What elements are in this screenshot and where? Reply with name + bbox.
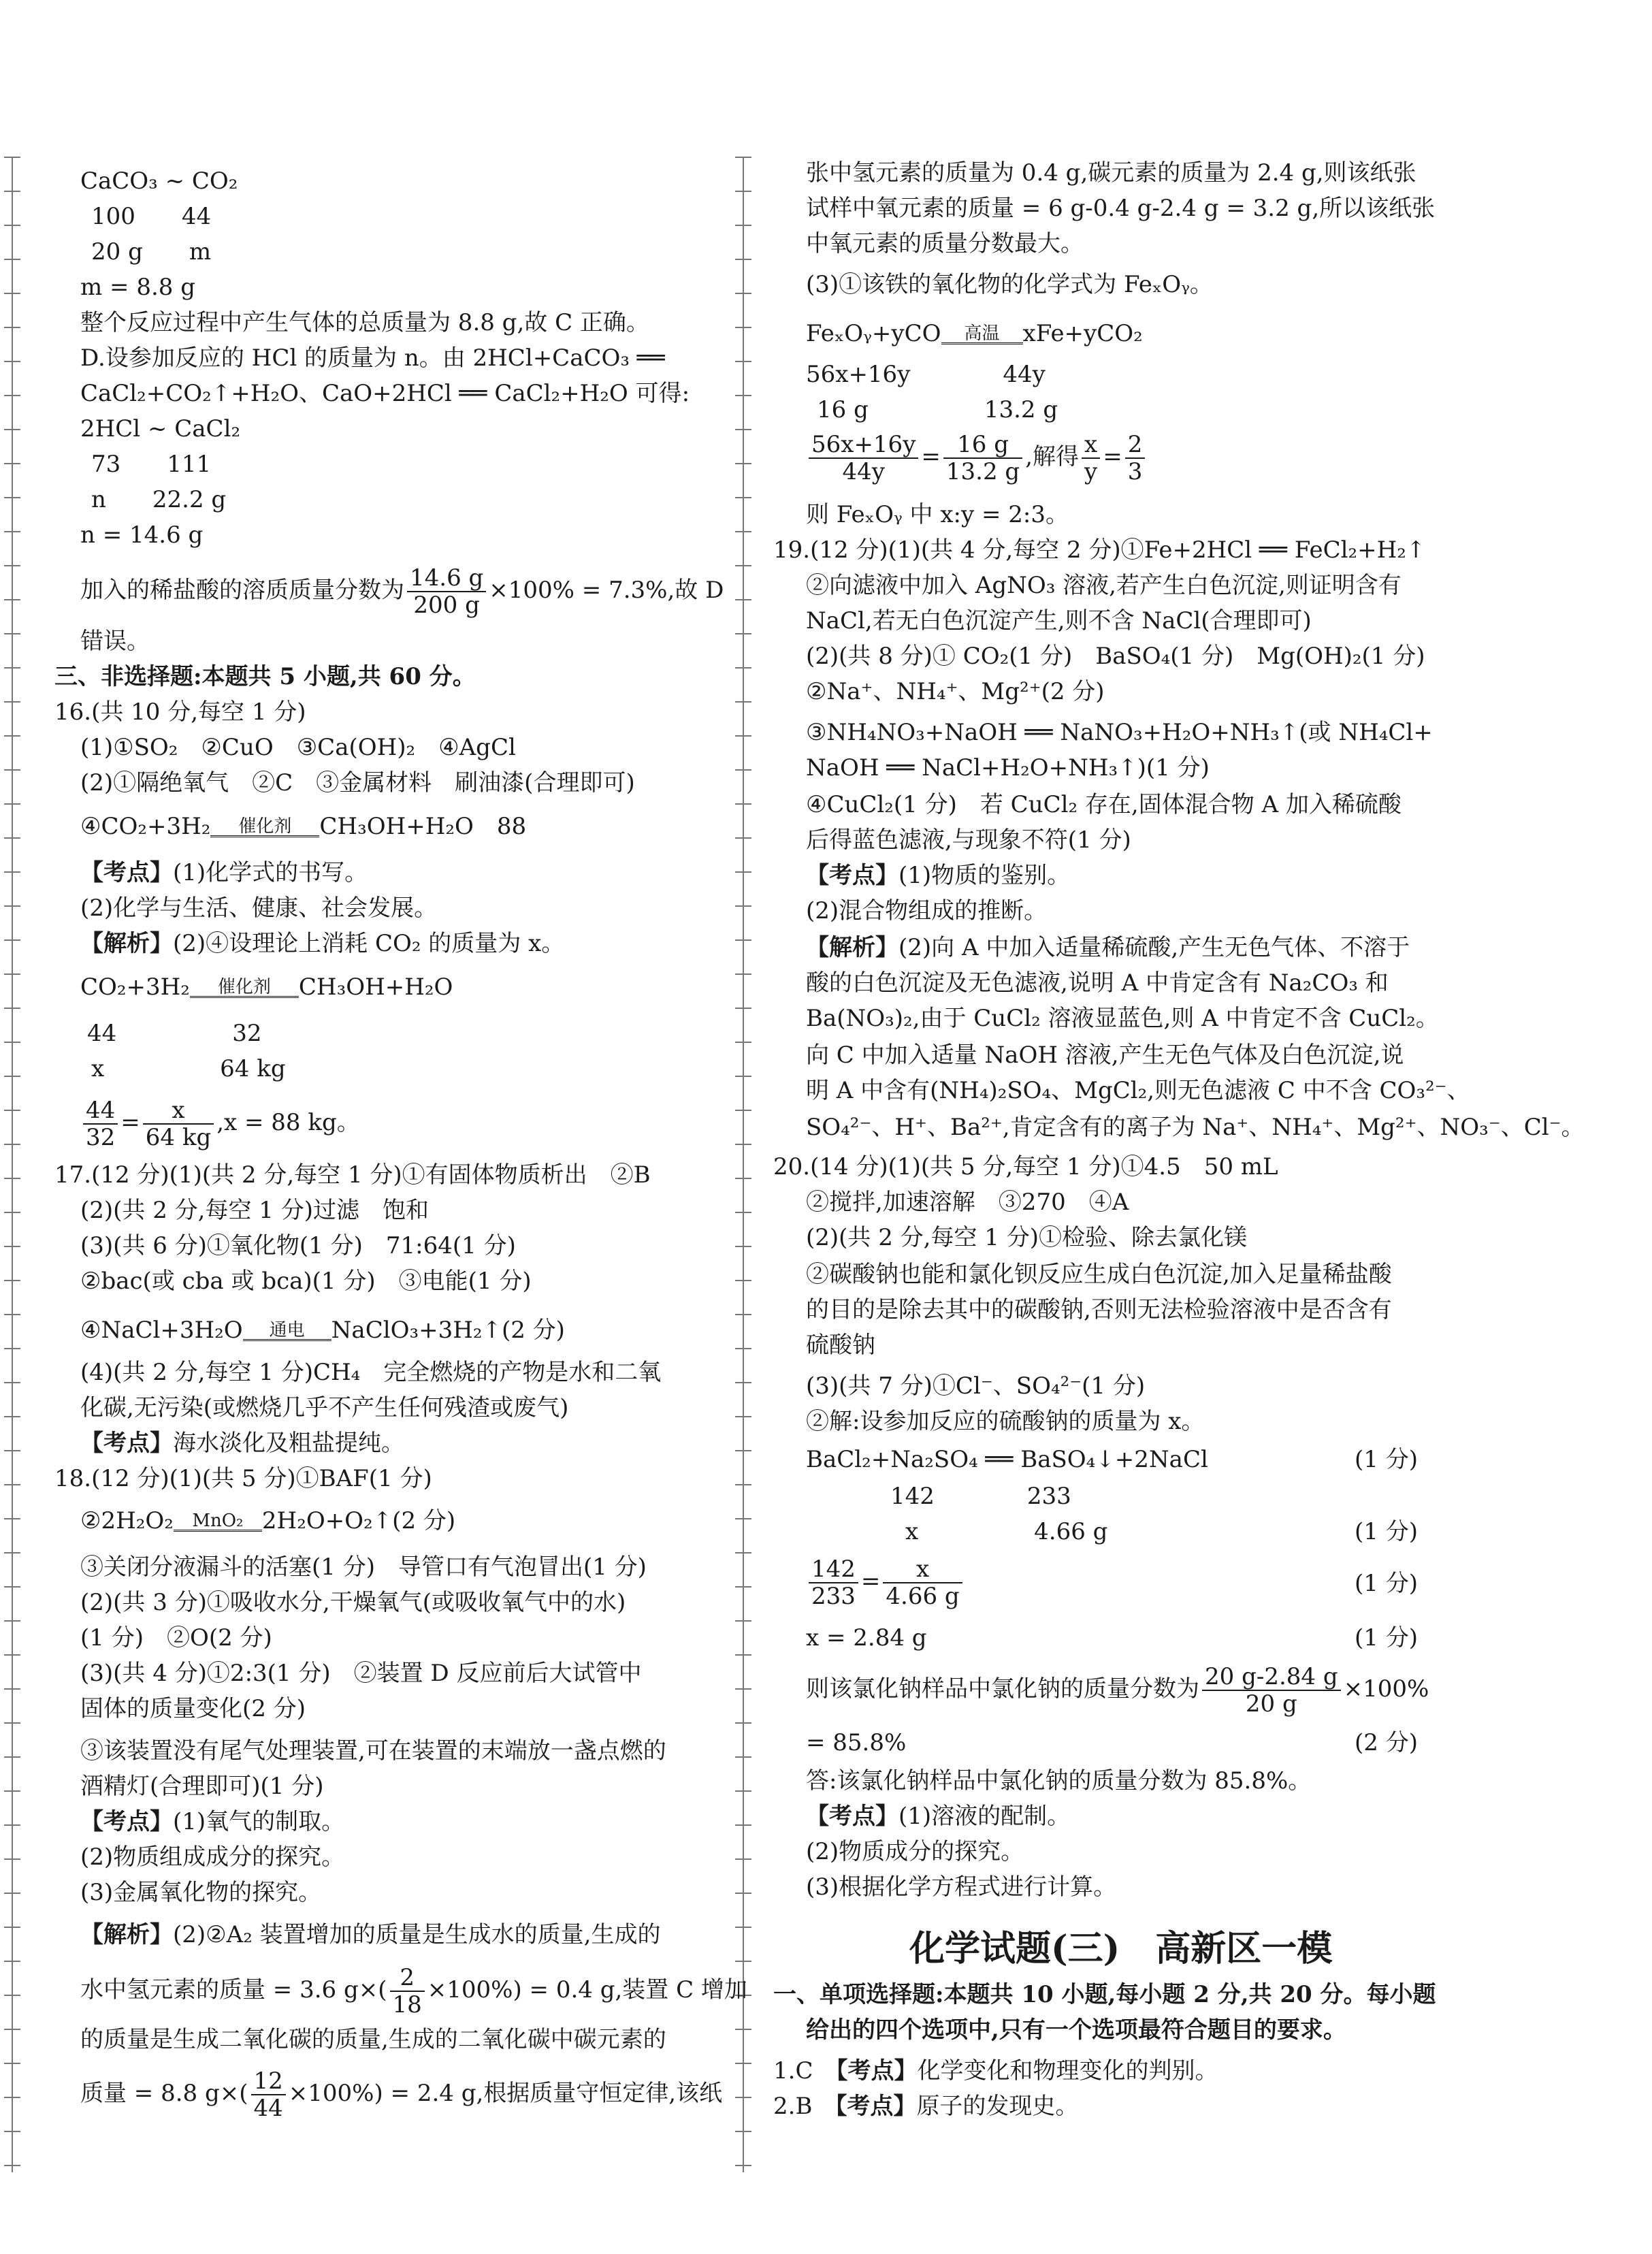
text-line: 的目的是除去其中的碳酸钠,否则无法检验溶液中是否含有 bbox=[806, 1296, 1392, 1323]
fraction: $\frac{44}{32}$ bbox=[83, 1097, 118, 1150]
text-line: 错误。 bbox=[80, 628, 150, 655]
text-line: 明 A 中含有(NH₄)₂SO₄、MgCl₂,则无色滤液 C 中不含 CO₃²⁻、 bbox=[806, 1077, 1470, 1104]
text-line: (2)(共 2 分,每空 1 分)①检验、除去氯化镁 bbox=[806, 1224, 1247, 1251]
text-line: 【考点】(1)化学式的书写。 bbox=[80, 859, 368, 886]
binding-tick bbox=[4, 803, 20, 805]
text-line: (2)混合物组成的推断。 bbox=[806, 897, 1048, 924]
text-line: 56x+16y 44y bbox=[806, 361, 1046, 388]
binding-tick bbox=[735, 1110, 751, 1111]
fraction: $\frac{12}{44}$ bbox=[251, 2068, 286, 2121]
binding-tick bbox=[735, 565, 751, 566]
binding-tick bbox=[4, 1688, 20, 1690]
text-line: 答:该氯化钠样品中氯化钠的质量分数为 85.8%。 bbox=[806, 1767, 1312, 1794]
text-line: 整个反应过程中产生气体的总质量为 8.8 g,故 C 正确。 bbox=[80, 309, 649, 336]
binding-tick bbox=[735, 1858, 751, 1860]
text-line: (1 分) ②O(2 分) bbox=[80, 1624, 272, 1652]
text-line: (3)金属氧化物的探究。 bbox=[80, 1879, 322, 1906]
binding-tick bbox=[735, 2063, 751, 2064]
binding-tick bbox=[4, 1348, 20, 1349]
text-line: n = 14.6 g bbox=[80, 521, 204, 549]
binding-tick bbox=[735, 497, 751, 498]
text-line: 试样中氧元素的质量 = 6 g-0.4 g-2.4 g = 3.2 g,所以该纸张 bbox=[806, 195, 1436, 222]
binding-tick bbox=[735, 701, 751, 703]
binding-tick bbox=[735, 1382, 751, 1383]
text-line: ③该装置没有尾气处理装置,可在装置的末端放一盏点燃的 bbox=[80, 1737, 666, 1765]
binding-tick bbox=[4, 769, 20, 771]
binding-tick bbox=[4, 1927, 20, 1928]
binding-tick bbox=[4, 973, 20, 975]
binding-tick bbox=[735, 1620, 751, 1622]
binding-tick bbox=[735, 395, 751, 396]
binding-tick bbox=[4, 1620, 20, 1622]
binding-tick bbox=[4, 1893, 20, 1894]
equation: FeₓOᵧ+yCO 高温 xFe+yCO₂ bbox=[806, 320, 1143, 347]
binding-tick bbox=[4, 191, 20, 192]
binding-tick bbox=[4, 1858, 20, 1860]
binding-tick bbox=[4, 157, 20, 158]
binding-tick bbox=[735, 2097, 751, 2098]
text-line: 20 g m bbox=[91, 238, 212, 265]
text-line: 硫酸钠 bbox=[806, 1332, 875, 1359]
text-line: (1)①SO₂ ②CuO ③Ca(OH)₂ ④AgCl bbox=[80, 734, 516, 761]
text-line: x 64 kg bbox=[91, 1055, 286, 1082]
binding-tick bbox=[4, 2131, 20, 2132]
binding-tick bbox=[4, 1314, 20, 1315]
binding-tick bbox=[735, 1450, 751, 1451]
text-line: 固体的质量变化(2 分) bbox=[80, 1695, 306, 1722]
binding-tick bbox=[4, 1008, 20, 1009]
text-line: 100 44 bbox=[91, 203, 212, 230]
text-line: 酸的白色沉淀及无色滤液,说明 A 中肯定含有 Na₂CO₃ 和 bbox=[806, 969, 1389, 997]
text-line: NaOH ══ NaCl+H₂O+NH₃↑)(1 分) bbox=[806, 754, 1210, 782]
score-note: (1 分) bbox=[1355, 1446, 1418, 1473]
binding-tick bbox=[735, 1008, 751, 1009]
binding-tick bbox=[4, 1280, 20, 1281]
text-line: (3)根据化学方程式进行计算。 bbox=[806, 1873, 1117, 1901]
fraction: $\frac{2}{18}$ bbox=[390, 1965, 425, 2018]
binding-tick bbox=[735, 735, 751, 737]
text-line: 【解析】(2)向 A 中加入适量稀硫酸,产生无色气体、不溶于 bbox=[806, 934, 1410, 961]
reaction-arrow: 通电 bbox=[243, 1321, 331, 1344]
binding-tick bbox=[4, 1450, 20, 1451]
text-line: ②碳酸钠也能和氯化钡反应生成白色沉淀,加入足量稀盐酸 bbox=[806, 1261, 1392, 1288]
score-note: (1 分) bbox=[1355, 1624, 1418, 1652]
binding-tick bbox=[735, 1688, 751, 1690]
text-line: ③关闭分液漏斗的活塞(1 分) 导管口有气泡冒出(1 分) bbox=[80, 1553, 647, 1581]
text-line: 【解析】(2)②A₂ 装置增加的质量是生成水的质量,生成的 bbox=[80, 1921, 661, 1948]
binding-tick bbox=[4, 2063, 20, 2064]
equation: BaCl₂+Na₂SO₄ ══ BaSO₄↓+2NaCl bbox=[806, 1446, 1208, 1473]
binding-tick bbox=[4, 429, 20, 430]
binding-tick bbox=[4, 1110, 20, 1111]
binding-tick bbox=[4, 497, 20, 498]
text-line: 向 C 中加入适量 NaOH 溶液,产生无色气体及白色沉淀,说 bbox=[806, 1042, 1404, 1069]
binding-tick bbox=[735, 191, 751, 192]
text-line-fraction: 则该氯化钠样品中氯化钠的质量分数为 $\frac{20 g-2.84 g}{20 g}$ ×100% bbox=[806, 1663, 1429, 1718]
section-title: 化学试题(三) 高新区一模 bbox=[909, 1928, 1333, 1969]
binding-tick bbox=[735, 599, 751, 600]
binding-tick bbox=[4, 259, 20, 260]
binding-tick bbox=[735, 429, 751, 430]
left-binding-marks bbox=[4, 157, 20, 2172]
question-header: 19.(12 分)(1)(共 4 分,每空 2 分)①Fe+2HCl ══ FeCl₂+H₂↑ bbox=[773, 536, 1426, 564]
binding-tick bbox=[4, 225, 20, 226]
section-heading: 三、非选择题:本题共 5 小题,共 60 分。 bbox=[54, 663, 476, 690]
answer-line: 2.B 【考点】原子的发现史。 bbox=[773, 2093, 1079, 2120]
reaction-arrow: 高温 bbox=[941, 325, 1023, 347]
fraction: $\frac{x}{4.66 g}$ bbox=[883, 1556, 962, 1609]
binding-tick bbox=[4, 1756, 20, 1758]
text-line: n 22.2 g bbox=[91, 486, 227, 513]
binding-tick bbox=[4, 1076, 20, 1077]
binding-tick bbox=[735, 1790, 751, 1792]
text-line: (2)物质成分的探究。 bbox=[806, 1838, 1024, 1865]
binding-tick bbox=[735, 1961, 751, 1962]
text-line: 【解析】(2)④设理论上消耗 CO₂ 的质量为 x。 bbox=[80, 930, 565, 957]
binding-tick bbox=[735, 905, 751, 907]
binding-tick bbox=[735, 1246, 751, 1247]
equation: ④NaCl+3H₂O 通电 NaClO₃+3H₂↑(2 分) bbox=[80, 1317, 565, 1344]
score-note: (1 分) bbox=[1355, 1570, 1418, 1597]
binding-tick bbox=[4, 1382, 20, 1383]
binding-tick bbox=[4, 1552, 20, 1553]
fraction: $\frac{x}{64 kg}$ bbox=[143, 1097, 214, 1150]
binding-tick bbox=[735, 769, 751, 771]
binding-tick bbox=[735, 803, 751, 805]
text-line: (2)(共 3 分)①吸收水分,干燥氧气(或吸收氧气中的水) bbox=[80, 1589, 626, 1616]
binding-tick bbox=[735, 1722, 751, 1724]
score-note: (1 分) bbox=[1355, 1518, 1418, 1545]
reaction-arrow: 催化剂 bbox=[210, 818, 319, 840]
text-line: 2HCl ~ CaCl₂ bbox=[80, 415, 241, 442]
text-line: (2)物质组成成分的探究。 bbox=[80, 1844, 345, 1871]
center-binding-marks bbox=[735, 157, 751, 2172]
reaction-arrow: MnO₂ bbox=[174, 1512, 262, 1534]
binding-tick bbox=[4, 2165, 20, 2166]
text-line: x = 2.84 g bbox=[806, 1624, 927, 1652]
fraction: $\frac{20 g-2.84 g}{20 g}$ bbox=[1202, 1664, 1341, 1717]
fraction: $\frac{56x+16y}{44y}$ bbox=[809, 432, 918, 485]
binding-tick bbox=[735, 259, 751, 260]
text-line: (2)(共 8 分)① CO₂(1 分) BaSO₄(1 分) Mg(OH)₂(1 分) bbox=[806, 643, 1425, 670]
fraction: $\frac{142}{233}$ bbox=[809, 1556, 858, 1609]
score-note: (2 分) bbox=[1355, 1729, 1418, 1756]
text-line: 酒精灯(合理即可)(1 分) bbox=[80, 1773, 324, 1800]
binding-tick bbox=[735, 327, 751, 328]
equation: CO₂+3H₂ 催化剂 CH₃OH+H₂O bbox=[80, 973, 453, 1001]
binding-tick bbox=[4, 939, 20, 941]
text-line: ②搅拌,加速溶解 ③270 ④A bbox=[806, 1189, 1129, 1216]
text-line: 后得蓝色滤液,与现象不符(1 分) bbox=[806, 826, 1131, 854]
binding-tick bbox=[735, 1484, 751, 1485]
binding-tick bbox=[4, 1518, 20, 1519]
binding-tick bbox=[735, 531, 751, 532]
text-line: CaCO₃ ~ CO₂ bbox=[80, 167, 238, 195]
binding-tick bbox=[4, 1722, 20, 1724]
fraction: $\frac{16 g}{13.2 g}$ bbox=[943, 432, 1022, 485]
text-line: 【考点】(1)氧气的制取。 bbox=[80, 1808, 345, 1835]
binding-tick bbox=[735, 973, 751, 975]
question-header: 18.(12 分)(1)(共 5 分)①BAF(1 分) bbox=[54, 1465, 432, 1492]
binding-tick bbox=[735, 293, 751, 294]
binding-tick bbox=[735, 1518, 751, 1519]
text-line: (2)(共 2 分,每空 1 分)过滤 饱和 bbox=[80, 1197, 429, 1224]
binding-tick bbox=[4, 1416, 20, 1417]
section-heading: 给出的四个选项中,只有一个选项最符合题目的要求。 bbox=[806, 2016, 1346, 2044]
text-line: = 85.8% bbox=[806, 1729, 907, 1756]
text-line: SO₄²⁻、H⁺、Ba²⁺,肯定含有的离子为 Na⁺、NH₄⁺、Mg²⁺、NO₃⁻、Cl⁻。 bbox=[806, 1114, 1585, 1141]
binding-tick bbox=[735, 1280, 751, 1281]
text-line: 张中氢元素的质量为 0.4 g,碳元素的质量为 2.4 g,则该纸张 bbox=[806, 159, 1416, 187]
text-line: ②向滤液中加入 AgNO₃ 溶液,若产生白色沉淀,则证明含有 bbox=[806, 572, 1402, 599]
binding-tick bbox=[735, 1552, 751, 1553]
text-line: ②bac(或 cba 或 bca)(1 分) ③电能(1 分) bbox=[80, 1268, 532, 1295]
binding-tick bbox=[4, 1212, 20, 1213]
binding-tick bbox=[4, 2029, 20, 2030]
binding-tick bbox=[4, 701, 20, 703]
text-line: (3)(共 6 分)①氧化物(1 分) 71:64(1 分) bbox=[80, 1232, 516, 1259]
binding-tick bbox=[735, 1654, 751, 1656]
text-line: 16 g 13.2 g bbox=[817, 396, 1058, 423]
fraction: $\frac{14.6 g}{200 g}$ bbox=[407, 565, 486, 618]
binding-tick bbox=[735, 1076, 751, 1077]
text-line-fraction: 加入的稀盐酸的溶质质量分数为 $\frac{14.6 g}{200 g}$ ×100% = 7.3%,故 D bbox=[80, 564, 724, 619]
text-line: 【考点】海水淡化及粗盐提纯。 bbox=[80, 1430, 404, 1457]
answer-line: 1.C 【考点】化学变化和物理变化的判别。 bbox=[773, 2057, 1218, 2084]
text-line: 44 32 bbox=[87, 1020, 262, 1047]
reaction-arrow: 催化剂 bbox=[190, 978, 299, 1001]
binding-tick bbox=[735, 1178, 751, 1179]
binding-tick bbox=[735, 2165, 751, 2166]
text-line: (3)(共 4 分)①2:3(1 分) ②装置 D 反应前后大试管中 bbox=[80, 1660, 642, 1687]
text-line: m = 8.8 g bbox=[80, 274, 195, 301]
text-line: ②解:设参加反应的硫酸钠的质量为 x。 bbox=[806, 1408, 1205, 1435]
binding-tick bbox=[735, 1586, 751, 1588]
binding-tick bbox=[4, 531, 20, 532]
text-line-fraction: 水中氢元素的质量 = 3.6 g×( $\frac{2}{18}$ ×100%) = 0.4 g,装置 C 增加 bbox=[80, 1964, 747, 2018]
question-header: 20.(14 分)(1)(共 5 分,每空 1 分)①4.5 50 mL bbox=[773, 1153, 1278, 1180]
binding-tick bbox=[4, 1042, 20, 1043]
binding-tick bbox=[4, 1995, 20, 1996]
question-header: 17.(12 分)(1)(共 2 分,每空 1 分)①有固体物质析出 ②B bbox=[54, 1161, 651, 1189]
binding-tick bbox=[735, 1348, 751, 1349]
binding-tick bbox=[4, 293, 20, 294]
binding-tick bbox=[735, 1212, 751, 1213]
binding-tick bbox=[735, 1314, 751, 1315]
binding-tick bbox=[735, 1042, 751, 1043]
text-line: (2)化学与生活、健康、社会发展。 bbox=[80, 895, 438, 922]
binding-tick bbox=[4, 633, 20, 634]
text-line: NaCl,若无白色沉淀产生,则不含 NaCl(合理即可) bbox=[806, 607, 1312, 634]
binding-tick bbox=[4, 735, 20, 737]
text-line: x 4.66 g bbox=[905, 1518, 1108, 1545]
text-line: 【考点】(1)溶液的配制。 bbox=[806, 1803, 1071, 1830]
text-line-fraction: $\frac{44}{32}$ = $\frac{x}{64 kg}$ ,x = 88 kg。 bbox=[80, 1097, 360, 1150]
text-line: 则 FeₓOᵧ 中 x:y = 2:3。 bbox=[806, 501, 1069, 528]
binding-tick bbox=[735, 667, 751, 669]
text-line: (3)(共 7 分)①Cl⁻、SO₄²⁻(1 分) bbox=[806, 1372, 1146, 1400]
binding-tick bbox=[4, 463, 20, 464]
text-line: 【考点】(1)物质的鉴别。 bbox=[806, 862, 1071, 889]
text-line: D.设参加反应的 HCl 的质量为 n。由 2HCl+CaCO₃ ══ bbox=[80, 344, 665, 372]
binding-tick bbox=[735, 2029, 751, 2030]
binding-tick bbox=[4, 1790, 20, 1792]
text-line: (4)(共 2 分,每空 1 分)CH₄ 完全燃烧的产物是水和二氧 bbox=[80, 1359, 662, 1386]
text-line: (2)①隔绝氧气 ②C ③金属材料 刷油漆(合理即可) bbox=[80, 769, 635, 796]
binding-tick bbox=[735, 2131, 751, 2132]
binding-tick bbox=[4, 1246, 20, 1247]
fraction: $\frac{x}{y}$ bbox=[1082, 432, 1100, 485]
text-line: ④CuCl₂(1 分) 若 CuCl₂ 存在,固体混合物 A 加入稀硫酸 bbox=[806, 791, 1402, 818]
binding-tick bbox=[4, 905, 20, 907]
binding-tick bbox=[735, 1824, 751, 1826]
binding-tick bbox=[4, 395, 20, 396]
binding-tick bbox=[735, 1756, 751, 1758]
text-line: 的质量是生成二氧化碳的质量,生成的二氧化碳中碳元素的 bbox=[80, 2026, 666, 2053]
binding-tick bbox=[735, 157, 751, 158]
text-line: 化碳,无污染(或燃烧几乎不产生任何残渣或废气) bbox=[80, 1394, 569, 1421]
fraction: $\frac{2}{3}$ bbox=[1125, 432, 1146, 485]
text-line: 73 111 bbox=[91, 451, 212, 478]
binding-tick bbox=[4, 599, 20, 600]
binding-tick bbox=[4, 1654, 20, 1656]
binding-tick bbox=[4, 2097, 20, 2098]
binding-tick bbox=[735, 1927, 751, 1928]
binding-tick bbox=[4, 361, 20, 362]
binding-tick bbox=[735, 1416, 751, 1417]
binding-tick bbox=[4, 1178, 20, 1179]
binding-tick bbox=[735, 871, 751, 873]
binding-tick bbox=[4, 1484, 20, 1485]
text-line: ③NH₄NO₃+NaOH ══ NaNO₃+H₂O+NH₃↑(或 NH₄Cl+ bbox=[806, 719, 1433, 746]
binding-tick bbox=[4, 327, 20, 328]
binding-tick bbox=[735, 1893, 751, 1894]
binding-tick bbox=[735, 225, 751, 226]
binding-tick bbox=[4, 565, 20, 566]
binding-tick bbox=[735, 361, 751, 362]
binding-tick bbox=[4, 1144, 20, 1145]
question-header: 16.(共 10 分,每空 1 分) bbox=[54, 698, 306, 726]
binding-tick bbox=[4, 837, 20, 839]
text-line: 中氧元素的质量分数最大。 bbox=[806, 230, 1084, 257]
text-line: ②Na⁺、NH₄⁺、Mg²⁺(2 分) bbox=[806, 678, 1105, 705]
text-line: CaCl₂+CO₂↑+H₂O、CaO+2HCl ══ CaCl₂+H₂O 可得: bbox=[80, 380, 690, 407]
binding-tick bbox=[4, 871, 20, 873]
binding-tick bbox=[735, 939, 751, 941]
binding-tick bbox=[735, 837, 751, 839]
text-line-fraction: $\frac{142}{233}$ = $\frac{x}{4.66 g}$ bbox=[806, 1556, 965, 1609]
equation: ④CO₂+3H₂ 催化剂 CH₃OH+H₂O 88 bbox=[80, 813, 527, 840]
binding-tick bbox=[4, 1586, 20, 1588]
binding-tick bbox=[4, 1961, 20, 1962]
text-line-fraction: $\frac{56x+16y}{44y}$ = $\frac{16 g}{13.2 g}$ ,解得 $\frac{x}{y}$ = $\frac{2}{3}$ bbox=[806, 432, 1148, 485]
binding-tick bbox=[735, 633, 751, 634]
binding-tick bbox=[4, 1824, 20, 1826]
text-line: (3)①该铁的氧化物的化学式为 FeₓOᵧ。 bbox=[806, 271, 1213, 298]
equation: ②2H₂O₂ MnO₂ 2H₂O+O₂↑(2 分) bbox=[80, 1507, 456, 1534]
section-heading: 一、单项选择题:本题共 10 小题,每小题 2 分,共 20 分。每小题 bbox=[773, 1981, 1436, 2008]
binding-tick bbox=[4, 667, 20, 669]
text-line: Ba(NO₃)₂,由于 CuCl₂ 溶液显蓝色,则 A 中肯定不含 CuCl₂。 bbox=[806, 1005, 1439, 1032]
text-line-fraction: 质量 = 8.8 g×( $\frac{12}{44}$ ×100%) = 2.4 g,根据质量守恒定律,该纸 bbox=[80, 2067, 723, 2122]
binding-tick bbox=[735, 1144, 751, 1145]
binding-tick bbox=[735, 463, 751, 464]
text-line: 142 233 bbox=[890, 1483, 1071, 1510]
